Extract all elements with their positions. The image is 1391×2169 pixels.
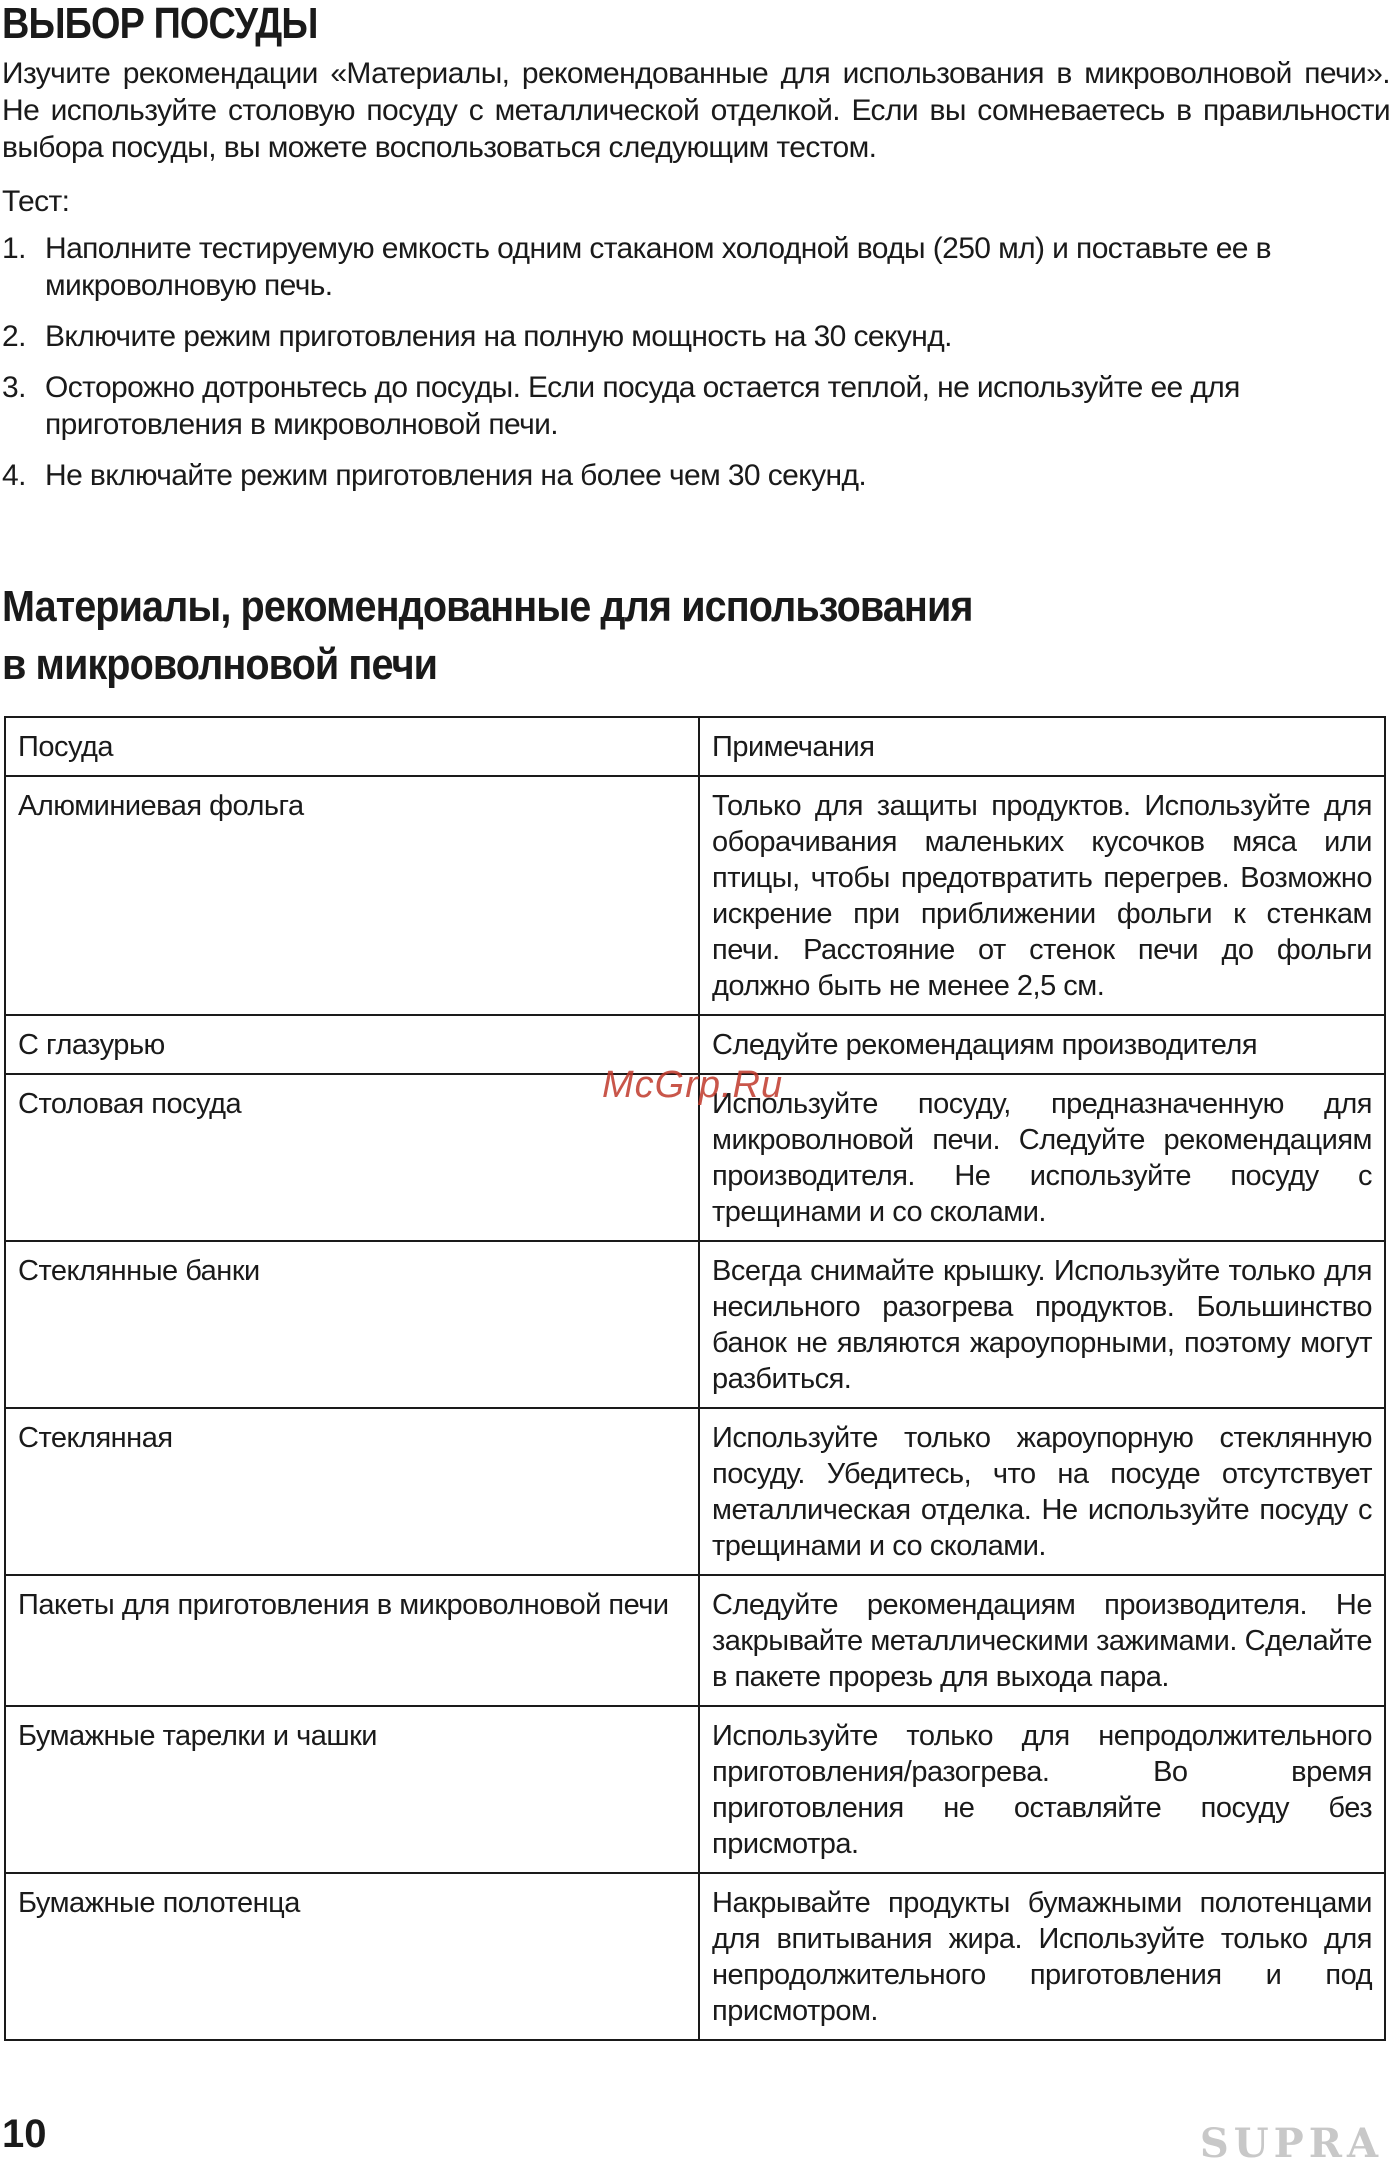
table-row [5,776,1385,1015]
watermark: McGrp.Ru [602,1064,784,1106]
step-number: 1. [2,232,26,265]
cookware-cell: Стеклянные банки [5,1241,699,1408]
materials-table [4,716,1386,2041]
table-row [5,1408,1385,1575]
cookware-cell: С глазурью [5,1015,699,1074]
cookware-cell: Алюминиевая фольга [5,776,699,1015]
intro-paragraph: Изучите рекомендации «Материалы, рекомендованные для использования в микроволновой печи». Не используйте столовую посуду с металлической отделкой. Если вы сомневаетесь в правильности выбора посуды, вы можете воспользоваться следующим тестом. [2,57,1390,164]
table-header-row [5,717,1385,776]
step-text: Включите режим приготовления на полную мощность на 30 секунд. [45,320,952,353]
step-number: 3. [2,371,26,404]
table-row [5,1706,1385,1873]
notes-cell: Следуйте рекомендациям производителя. Не закрывайте металлическими зажимами. Сделайте в пакете прорезь для выхода пара. [699,1575,1385,1706]
test-step [0,457,1388,494]
test-steps-list [0,230,1388,508]
notes-cell: Накрывайте продукты бумажными полотенцами для впитывания жира. Используйте только для непродолжительного приготовления и под присмотром. [699,1873,1385,2040]
notes-cell: Используйте только для непродолжительного приготовления/разогрева. Во время приготовления не оставляйте посуду без присмотра. [699,1706,1385,1873]
section-title [2,578,1172,694]
section-title-line-2: в микроволновой печи [2,640,438,689]
cookware-cell: Бумажные полотенца [5,1873,699,2040]
header-cookware: Посуда [5,717,699,776]
test-step [0,230,1388,304]
cookware-cell: Столовая посуда [5,1074,699,1241]
brand-logo: SUPRA [1199,2120,1383,2167]
step-number: 4. [2,459,26,492]
notes-cell: Используйте посуду, предназначенную для микроволновой печи. Следуйте рекомендациям производителя. Не используйте посуду с трещинами и со сколами. [699,1074,1385,1241]
table-row [5,1575,1385,1706]
step-text: Наполните тестируемую емкость одним стаканом холодной воды (250 мл) и поставьте ее в микроволновую печь. [45,232,1271,302]
page-heading: ВЫБОР ПОСУДЫ [2,0,318,48]
step-text: Не включайте режим приготовления на более чем 30 секунд. [45,459,867,492]
cookware-cell: Бумажные тарелки и чашки [5,1706,699,1873]
table-row [5,1241,1385,1408]
notes-cell: Всегда снимайте крышку. Используйте только для несильного разогрева продуктов. Большинство банок не являются жароупорными, поэтому могут разбиться. [699,1241,1385,1408]
step-text: Осторожно дотроньтесь до посуды. Если посуда остается теплой, не используйте ее для приготовления в микроволновой печи. [45,371,1240,441]
step-number: 2. [2,320,26,353]
test-step [0,369,1388,443]
notes-cell: Только для защиты продуктов. Используйте для оборачивания маленьких кусочков мяса или птицы, чтобы предотвратить перегрев. Возможно искрение при приближении фольги к стенкам печи. Расстояние от стенок печи до фольги должно быть не менее 2,5 см. [699,776,1385,1015]
notes-cell: Используйте только жароупорную стеклянную посуду. Убедитесь, что на посуде отсутствует металлическая отделка. Не используйте посуду с трещинами и со сколами. [699,1408,1385,1575]
test-step [0,318,1388,355]
table-row [5,1873,1385,2040]
header-notes: Примечания [699,717,1385,776]
test-label: Тест: [2,185,70,218]
section-title-line-1: Материалы, рекомендованные для использования [2,582,973,631]
cookware-cell: Пакеты для приготовления в микроволновой печи [5,1575,699,1706]
notes-cell: Следуйте рекомендациям производителя [699,1015,1385,1074]
cookware-cell: Стеклянная [5,1408,699,1575]
page-number: 10 [2,2112,47,2156]
